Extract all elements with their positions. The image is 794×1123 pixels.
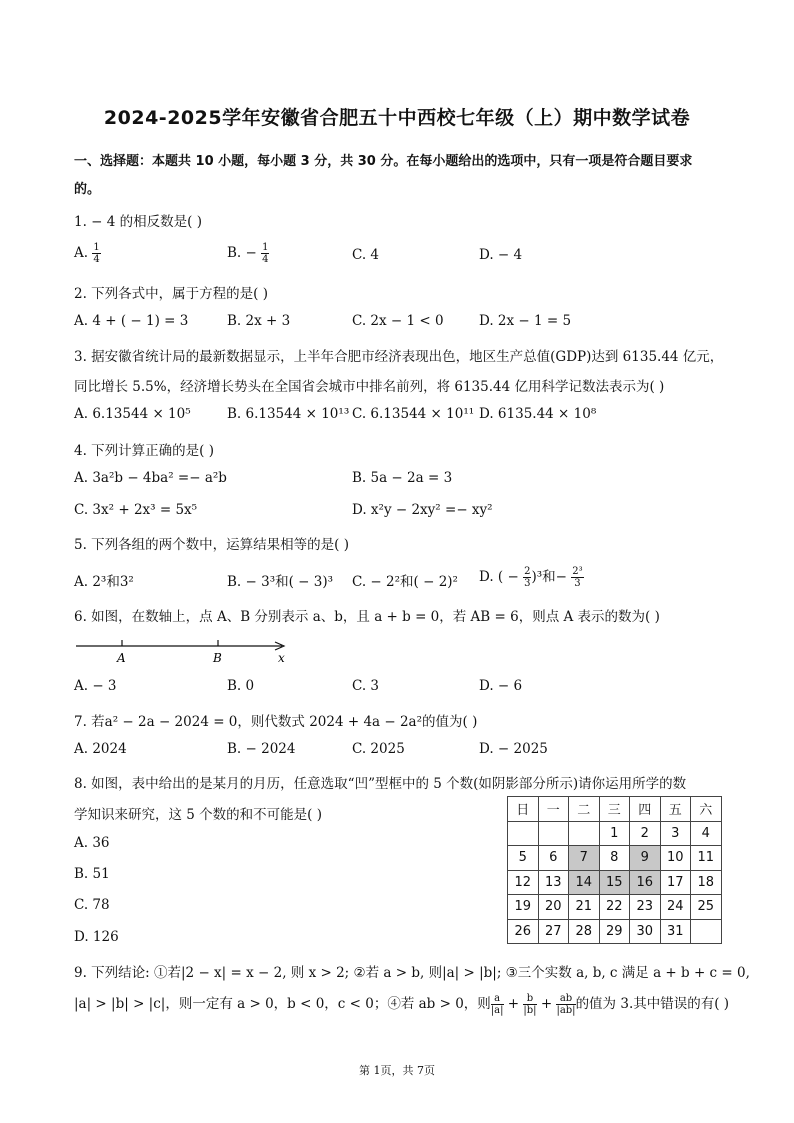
q1-option-b: B. − $\frac{1}{4}$ (227, 242, 269, 265)
calendar-day: 5 (508, 846, 539, 871)
calendar-day-shaded: 9 (630, 846, 661, 871)
q8-option-c: C. 78 (74, 897, 110, 913)
q7-option-c: C. 2025 (352, 741, 405, 757)
calendar-day: 12 (508, 870, 539, 895)
calendar-weekday: 五 (660, 797, 691, 822)
calendar-day: 19 (508, 895, 539, 920)
q3-option-a: A. 6.13544 × 10⁵ (74, 406, 191, 422)
calendar-table (507, 796, 722, 944)
calendar-day: 21 (569, 895, 600, 920)
q8-stem-line2: 学知识来研究，这 5 个数的和不可能是( ) (74, 807, 322, 823)
point-label-b: B (213, 651, 222, 665)
calendar-day: 13 (538, 870, 569, 895)
calendar-day (508, 821, 539, 846)
calendar-day: 10 (660, 846, 691, 871)
q5-option-d: D. ( − $\frac{2}{3}$ )³和− $\frac{\text{2³}}{3}$ (479, 566, 583, 589)
calendar-week-row (508, 870, 722, 895)
q5-option-b: B. − 3³和( − 3)³ (227, 574, 334, 590)
calendar-day: 23 (630, 895, 661, 920)
q6-option-b: B. 0 (227, 678, 255, 694)
q4-stem: 4. 下列计算正确的是( ) (74, 443, 214, 459)
calendar-day: 17 (660, 870, 691, 895)
number-line-diagram (72, 634, 302, 670)
calendar-day: 11 (691, 846, 722, 871)
q9-stem-line1: 9. 下列结论: ①若|2 − x| = x − 2, 则 x > 2; ②若 a > b, 则|a| > |b|; ③三个实数 a, b, c 满足 a + b + c = 0, (74, 965, 750, 981)
calendar-day: 25 (691, 895, 722, 920)
q4-option-c: C. 3x² + 2x³ = 5x⁵ (74, 502, 198, 518)
calendar-weekday: 六 (691, 797, 722, 822)
calendar-day (569, 821, 600, 846)
calendar-day: 22 (599, 895, 630, 920)
calendar-day (538, 821, 569, 846)
calendar-day-shaded: 7 (569, 846, 600, 871)
q5-option-c: C. − 2²和( − 2)² (352, 574, 458, 590)
q3-stem-line2: 同比增长 5.5%，经济增长势头在全国省会城市中排名前列，将 6135.44 亿用科学记数法表示为( ) (74, 379, 665, 395)
calendar-day: 31 (660, 919, 691, 944)
calendar-weekday: 二 (569, 797, 600, 822)
q3-stem-line1: 3. 据安徽省统计局的最新数据显示，上半年合肥市经济表现出色，地区生产总值(GDP)达到 6135.44 亿元， (74, 349, 724, 365)
section-heading: 一、选择题：本题共 10 小题，每小题 3 分，共 30 分。在每小题给出的选项中，只有一项是符合题目要求 (74, 154, 693, 169)
q2-option-b: B. 2x + 3 (227, 313, 291, 329)
q7-stem: 7. 若a² − 2a − 2024 = 0，则代数式 2024 + 4a − 2a²的值为( ) (74, 714, 478, 730)
q7-option-d: D. − 2025 (479, 741, 548, 757)
calendar-day: 29 (599, 919, 630, 944)
q9-stem-line2: |a| > |b| > |c|，则一定有 a > 0，b < 0，c < 0；④若 ab > 0，则 $\frac{a}{|a|}$ + $\frac{b}{|b|}$ + $\frac{ab}{|ab|}$ 的值为 3.其中错误的有( ) (74, 993, 730, 1016)
calendar-header-row (508, 797, 722, 822)
q3-option-d: D. 6135.44 × 10⁸ (479, 406, 597, 422)
calendar-day: 20 (538, 895, 569, 920)
q3-option-c: C. 6.13544 × 10¹¹ (352, 406, 475, 422)
calendar-weekday: 日 (508, 797, 539, 822)
q2-option-c: C. 2x − 1 < 0 (352, 313, 444, 329)
calendar-weekday: 三 (599, 797, 630, 822)
section-heading-cont: 的。 (74, 182, 101, 197)
calendar-day: 28 (569, 919, 600, 944)
q1-option-a: A. $\frac{1}{4}$ (74, 242, 100, 265)
q6-option-d: D. − 6 (479, 678, 523, 694)
axis-label-x: x (278, 651, 285, 665)
q1-stem: 1. − 4 的相反数是( ) (74, 214, 202, 230)
calendar-weekday: 一 (538, 797, 569, 822)
calendar-week-row (508, 895, 722, 920)
calendar-day: 24 (660, 895, 691, 920)
calendar-day-shaded: 14 (569, 870, 600, 895)
q4-option-b: B. 5a − 2a = 3 (352, 470, 453, 486)
q2-stem: 2. 下列各式中，属于方程的是( ) (74, 286, 268, 302)
q2-option-d: D. 2x − 1 = 5 (479, 313, 572, 329)
calendar-day: 1 (599, 821, 630, 846)
calendar-day: 6 (538, 846, 569, 871)
q6-option-a: A. − 3 (74, 678, 117, 694)
page-footer: 第 1页，共 7页 (359, 1064, 435, 1077)
q4-option-d: D. x²y − 2xy² =− xy² (352, 502, 493, 518)
calendar-day: 27 (538, 919, 569, 944)
q1-option-c: C. 4 (352, 247, 380, 263)
q5-option-a: A. 2³和3² (74, 574, 134, 590)
calendar-day: 3 (660, 821, 691, 846)
calendar-day-shaded: 15 (599, 870, 630, 895)
calendar-week-row (508, 846, 722, 871)
calendar-weekday: 四 (630, 797, 661, 822)
q8-option-d: D. 126 (74, 929, 119, 945)
q8-option-a: A. 36 (74, 835, 110, 851)
q8-option-b: B. 51 (74, 866, 110, 882)
q7-option-a: A. 2024 (74, 741, 127, 757)
calendar-day: 4 (691, 821, 722, 846)
q2-option-a: A. 4 + ( − 1) = 3 (74, 313, 189, 329)
calendar-day: 18 (691, 870, 722, 895)
q4-option-a: A. 3a²b − 4ba² =− a²b (74, 470, 227, 486)
q1-option-d: D. − 4 (479, 247, 523, 263)
calendar-day: 2 (630, 821, 661, 846)
q5-stem: 5. 下列各组的两个数中，运算结果相等的是( ) (74, 537, 349, 553)
calendar-day: 8 (599, 846, 630, 871)
calendar-day (691, 919, 722, 944)
page-title: 2024-2025学年安徽省合肥五十中西校七年级（上）期中数学试卷 (103, 107, 691, 129)
point-label-a: A (117, 651, 126, 665)
calendar-day: 30 (630, 919, 661, 944)
calendar-day: 26 (508, 919, 539, 944)
q3-option-b: B. 6.13544 × 10¹³ (227, 406, 350, 422)
calendar-week-row (508, 919, 722, 944)
q8-stem-line1: 8. 如图，表中给出的是某月的月历，任意选取“凹”型框中的 5 个数(如阴影部分所示)请你运用所学的数 (74, 776, 687, 792)
q6-stem: 6. 如图，在数轴上，点 A、B 分别表示 a、b，且 a + b = 0，若 AB = 6，则点 A 表示的数为( ) (74, 609, 660, 625)
calendar-day-shaded: 16 (630, 870, 661, 895)
calendar-week-row (508, 821, 722, 846)
q7-option-b: B. − 2024 (227, 741, 296, 757)
q6-option-c: C. 3 (352, 678, 380, 694)
